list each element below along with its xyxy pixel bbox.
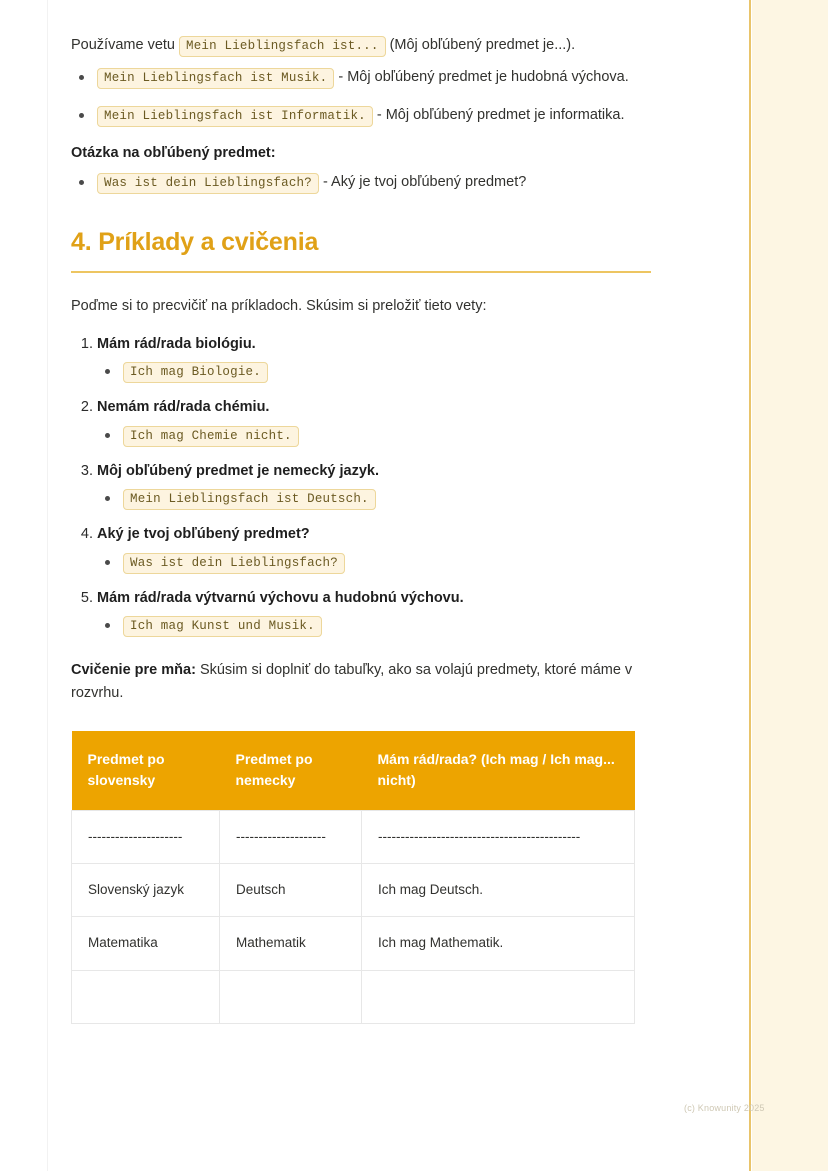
- practice-answer-2: Ich mag Chemie nicht.: [123, 426, 299, 447]
- intro-code-snippet: Mein Lieblingsfach ist...: [179, 36, 386, 57]
- table-cell: ---------------------: [72, 810, 220, 863]
- practice-answer-1: Ich mag Biologie.: [123, 362, 268, 383]
- list-item: [71, 171, 651, 194]
- exercise-text: Skúsim si doplniť do tabuľky, ako sa volajú predmety, ktoré máme v rozvrhu.: [71, 662, 633, 702]
- example-list: [71, 66, 651, 126]
- intro-suffix: (Môj obľúbený predmet je...).: [389, 37, 576, 53]
- table-header: [72, 731, 635, 810]
- intro-prefix: Používame vetu: [71, 37, 175, 53]
- table-header-row: [72, 731, 635, 810]
- practice-answer-5: Ich mag Kunst und Musik.: [123, 616, 322, 637]
- list-item: [97, 397, 651, 447]
- practice-answer-list-4: [97, 552, 651, 574]
- table-cell: [362, 970, 635, 1023]
- list-item: [97, 361, 651, 383]
- example-text-1: - Môj obľúbený predmet je hudobná výchova.: [338, 69, 629, 86]
- practice-answer-list-1: [97, 361, 651, 383]
- practice-answer-4: Was ist dein Lieblingsfach?: [123, 553, 345, 574]
- practice-title-2: Nemám rád/rada chémiu.: [97, 399, 270, 415]
- table-cell: Slovenský jazyk: [72, 864, 220, 917]
- practice-title-4: Aký je tvoj obľúbený predmet?: [97, 526, 310, 542]
- table-cell: [220, 970, 362, 1023]
- practice-title-3: Môj obľúbený predmet je nemecký jazyk.: [97, 462, 379, 479]
- section-lead: Poďme si to precvičiť na príkladoch. Skúsim si preložiť tieto vety:: [71, 298, 487, 315]
- example-code-1: Mein Lieblingsfach ist Musik.: [97, 68, 334, 89]
- table-row: [72, 917, 635, 970]
- practice-answer-list-5: [97, 615, 651, 637]
- question-list: [71, 171, 651, 194]
- list-item: [97, 425, 651, 447]
- intro-paragraph: [71, 34, 651, 56]
- table-row: [72, 970, 635, 1023]
- subject-table: [71, 731, 635, 1024]
- table-body: [72, 810, 635, 1023]
- table-row: [72, 864, 635, 917]
- table-cell: Ich mag Mathematik.: [362, 917, 635, 970]
- practice-title-5: Mám rád/rada výtvarnú výchovu a hudobnú výchovu.: [97, 589, 464, 606]
- page-left-edge: [47, 0, 48, 1171]
- practice-answer-list-2: [97, 425, 651, 447]
- table-header-cell-2: Predmet po nemecky: [220, 731, 362, 810]
- table-cell: Matematika: [72, 917, 220, 970]
- table-header-cell-3: Mám rád/rada? (Ich mag / Ich mag... nicht): [362, 731, 635, 810]
- table-header-cell-1: Predmet po slovensky: [72, 731, 220, 810]
- exercise-note: [71, 659, 651, 705]
- section-title: 4. Príklady a cvičenia: [71, 228, 319, 257]
- example-code-2: Mein Lieblingsfach ist Informatik.: [97, 106, 373, 127]
- table-cell: --------------------: [220, 810, 362, 863]
- exercise-label: Cvičenie pre mňa:: [71, 662, 196, 678]
- table-cell: Ich mag Deutsch.: [362, 864, 635, 917]
- practice-answer-3: Mein Lieblingsfach ist Deutsch.: [123, 489, 376, 510]
- document-content: [71, 34, 651, 1024]
- list-item: [97, 488, 651, 510]
- table-cell: Mathematik: [220, 917, 362, 970]
- question-heading: Otázka na obľúbený predmet:: [71, 144, 276, 161]
- practice-list: [71, 334, 651, 638]
- list-item: [97, 524, 651, 574]
- list-item: [97, 615, 651, 637]
- question-text-1: - Aký je tvoj obľúbený predmet?: [322, 173, 527, 190]
- list-item: [97, 334, 651, 384]
- list-item: [97, 552, 651, 574]
- table-cell: [72, 970, 220, 1023]
- watermark: (c) Knowunity 2025: [684, 1103, 765, 1113]
- example-text-2: - Môj obľúbený predmet je informatika.: [376, 106, 625, 123]
- list-item: [71, 104, 651, 127]
- section-divider: [71, 271, 651, 273]
- practice-answer-list-3: [97, 488, 651, 510]
- table-cell: ---------------------------------------------: [362, 810, 635, 863]
- table-cell: Deutsch: [220, 864, 362, 917]
- question-code-1: Was ist dein Lieblingsfach?: [97, 173, 319, 194]
- table-row: [72, 810, 635, 863]
- page-side-divider: [749, 0, 751, 1171]
- list-item: [97, 588, 651, 638]
- list-item: [71, 66, 651, 89]
- page-side-panel: [752, 0, 828, 1171]
- practice-title-1: Mám rád/rada biológiu.: [97, 335, 256, 352]
- list-item: [97, 461, 651, 511]
